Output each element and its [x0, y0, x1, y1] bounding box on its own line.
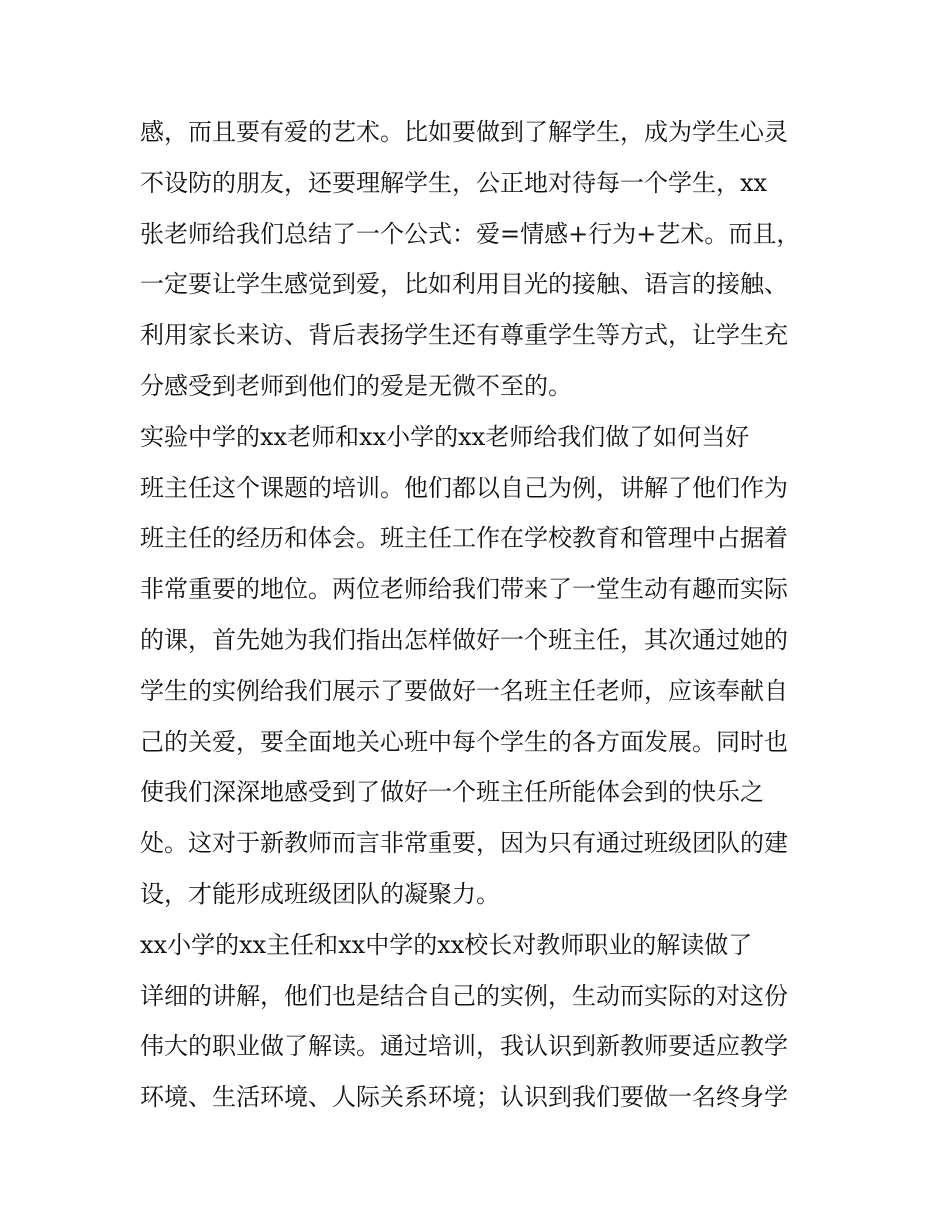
text-line: 班主任这个课题的培训。他们都以自己为例，讲解了他们作为 — [140, 473, 788, 502]
text-line: 学生的实例给我们展示了要做好一名班主任老师，应该奉献自 — [140, 676, 788, 705]
text-line: 班主任的经历和体会。班主任工作在学校教育和管理中占据着 — [140, 524, 788, 553]
text-line: xx小学的xx主任和xx中学的xx校长对教师职业的解读做了 — [140, 930, 753, 959]
text-line: 非常重要的地位。两位老师给我们带来了一堂生动有趣而实际 — [140, 575, 788, 604]
text-line: 实验中学的xx老师和xx小学的xx老师给我们做了如何当好 — [140, 422, 750, 451]
text-line: 伟大的职业做了解读。通过培训，我认识到新教师要适应教学 — [140, 1032, 788, 1061]
text-line: 的课，首先她为我们指出怎样做好一个班主任，其次通过她的 — [140, 625, 788, 654]
text-line: 详细的讲解，他们也是结合自己的实例，生动而实际的对这份 — [140, 981, 788, 1010]
document-body — [140, 107, 820, 1123]
text-line: 己的关爱，要全面地关心班中每个学生的各方面发展。同时也 — [140, 727, 788, 756]
text-line: 感，而且要有爱的艺术。比如要做到了解学生，成为学生心灵 — [140, 118, 788, 146]
text-line: 张老师给我们总结了一个公式：爱=情感+行为+艺术。而且， — [140, 219, 801, 248]
text-line: 分感受到老师到他们的爱是无微不至的。 — [140, 371, 572, 400]
text-line: 一定要让学生感觉到爱，比如利用目光的接触、语言的接触、 — [140, 270, 788, 299]
text-line: 利用家长来访、背后表扬学生还有尊重学生等方式，让学生充 — [140, 321, 788, 350]
text-line: 使我们深深地感受到了做好一个班主任所能体会到的快乐之 — [140, 778, 764, 807]
text-line: 环境、生活环境、人际关系环境；认识到我们要做一名终身学 — [140, 1083, 788, 1112]
text-line: 处。这对于新教师而言非常重要，因为只有通过班级团队的建 — [140, 829, 788, 858]
text-line: 设，才能形成班级团队的凝聚力。 — [140, 879, 500, 908]
text-line: 不设防的朋友，还要理解学生，公正地对待每一个学生，xx — [140, 168, 768, 197]
